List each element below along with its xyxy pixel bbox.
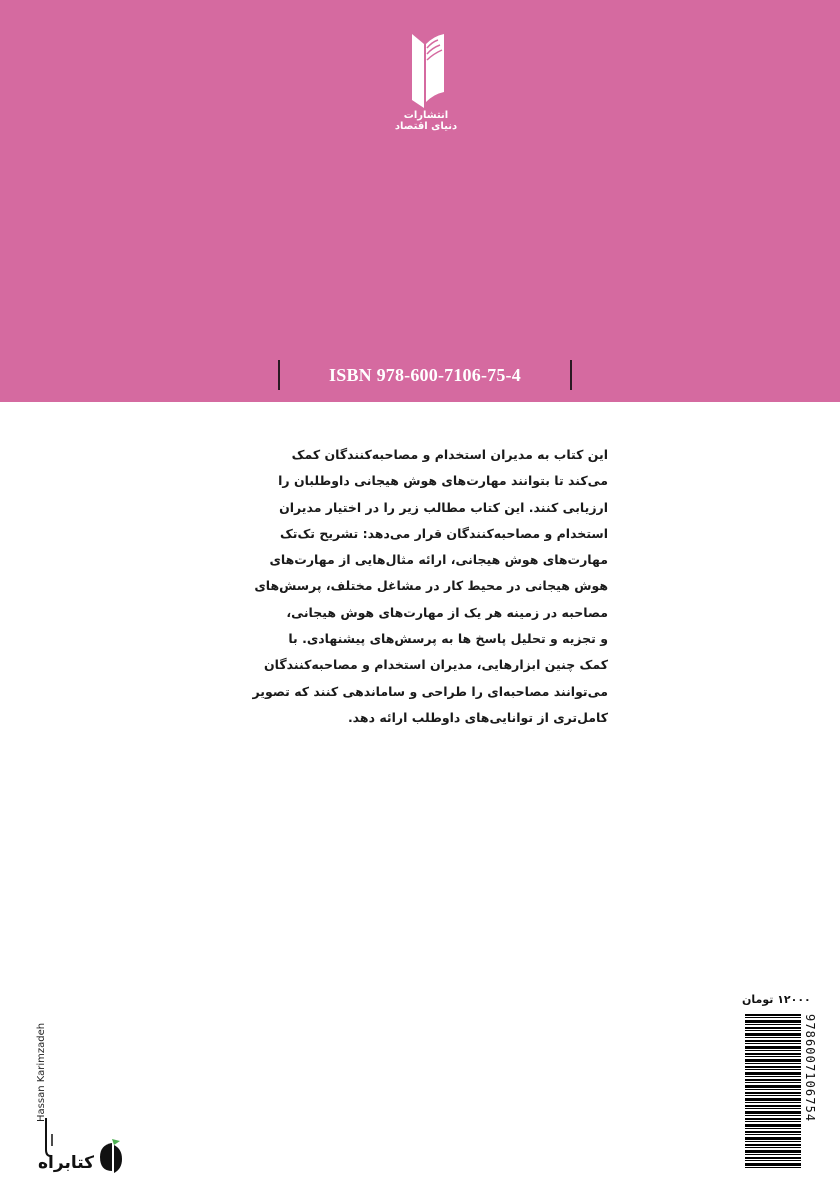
description-line: می‌کند تا بتوانند مهارت‌های هوش هیجانی داوطلبان را (278, 473, 608, 489)
book-description (252, 442, 608, 731)
isbn-divider-right (570, 360, 572, 390)
isbn-barcode (745, 1014, 817, 1168)
designer-credit: Hassan Karimzadeh (36, 1022, 47, 1122)
open-book-icon (398, 30, 454, 110)
description-line: مصاحبه در زمینه هر یک از مهارت‌های هوش هیجانی، (286, 604, 608, 620)
isbn-number: ISBN 978-600-7106-75-4 (329, 365, 521, 385)
isbn-row (278, 360, 572, 390)
description-line: و تجزیه و تحلیل پاسخ ها به پرسش‌های پیشنهادی. با (288, 631, 608, 647)
description-line: مهارت‌های هوش هیجانی، ارائه مثال‌هایی از مهارت‌های (269, 552, 608, 568)
description-line: کمک چنین ابزارهایی، مدیران استخدام و مصاحبه‌کنندگان (264, 657, 608, 673)
description-line: هوش هیجانی در محیط کار در مشاغل مختلف، پرسش‌های (254, 578, 608, 594)
store-name: کتابراه (38, 1153, 95, 1173)
barcode-bars (745, 1014, 801, 1168)
description-line: کامل‌تری از توانایی‌های داوطلب ارائه دهد. (347, 709, 608, 725)
description-line: استخدام و مصاحبه‌کنندگان قرار می‌دهد: تشریح تک‌تک (279, 525, 608, 541)
store-logo (38, 1135, 128, 1185)
description-line: ارزیابی کنند. این کتاب مطالب زیر را در اختیار مدیران (279, 499, 608, 515)
ketabrah-icon (96, 1137, 126, 1179)
description-line: این کتاب به مدیران استخدام و مصاحبه‌کنندگان کمک (291, 447, 608, 462)
barcode-digits: 9786007106754 (803, 1014, 817, 1123)
price-label: ۱۲۰۰۰ تومان (742, 993, 811, 1006)
publisher-name: انتشارات دنیای اقتصاد (394, 110, 458, 132)
description-line: می‌توانند مصاحبه‌ای را طراحی و ساماندهی کنند که تصویر (252, 683, 608, 699)
